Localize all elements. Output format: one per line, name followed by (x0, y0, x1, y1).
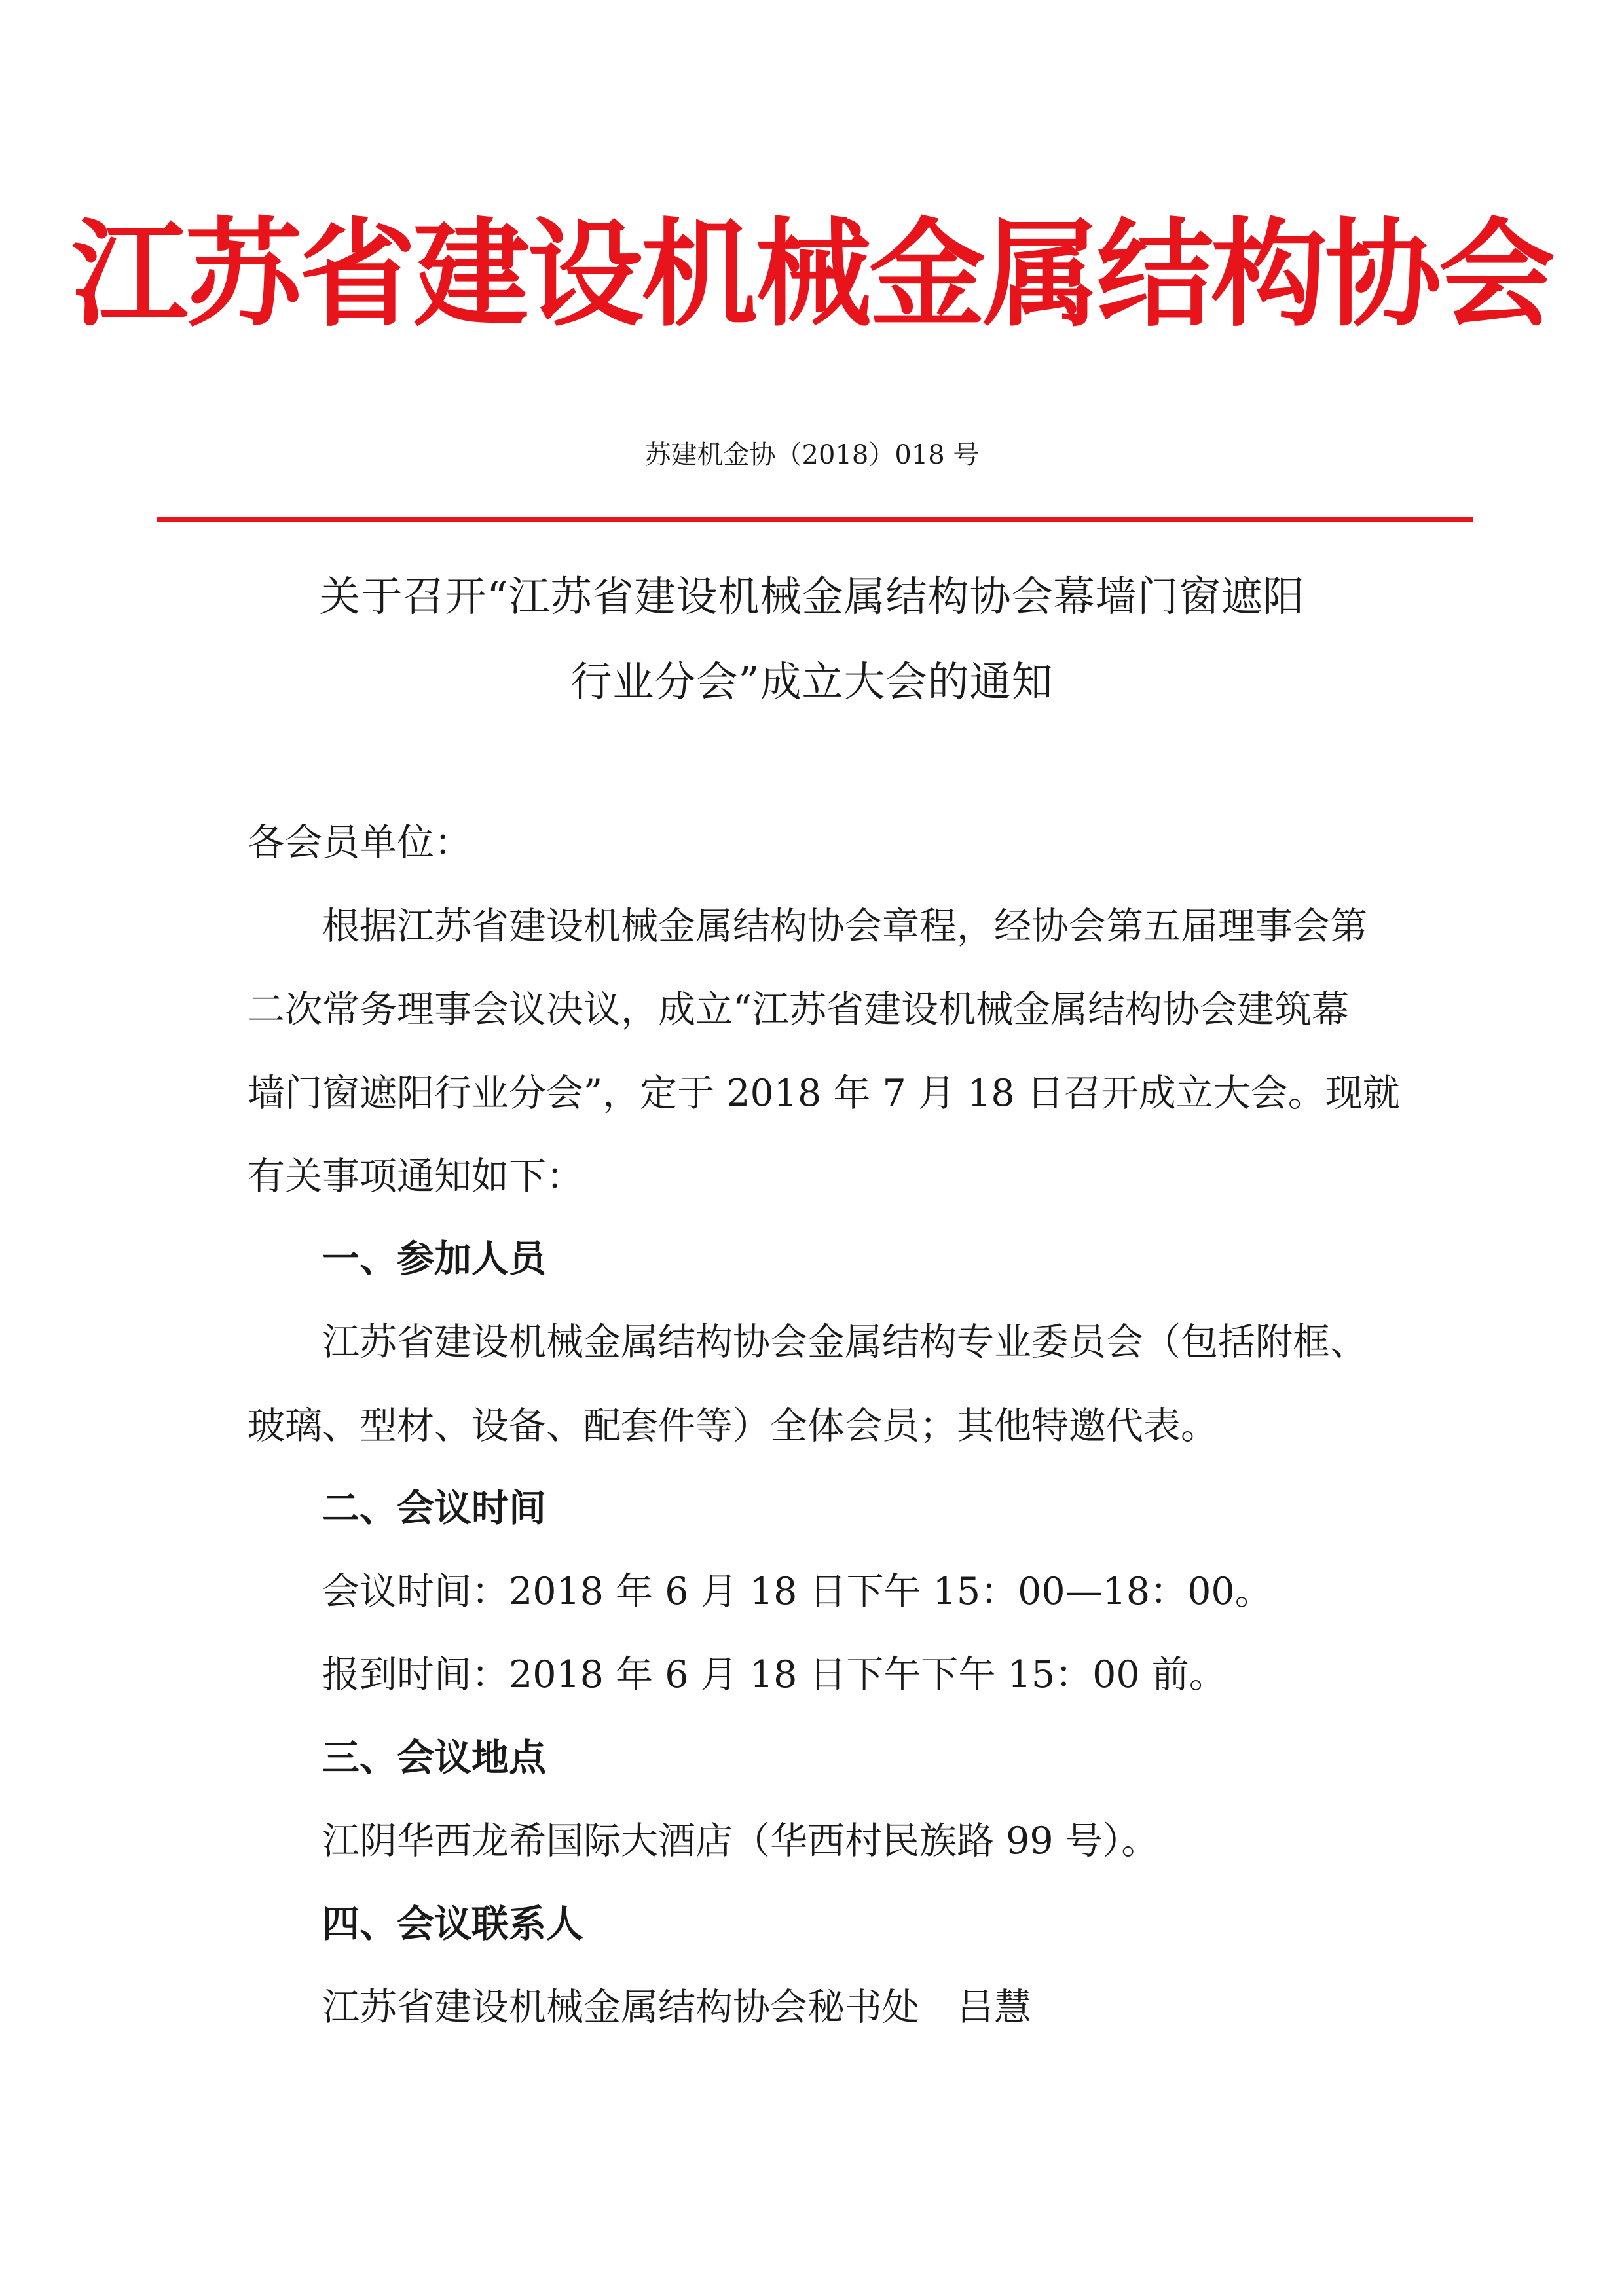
section-heading-participants: 一、参加人员 (322, 1237, 546, 1281)
notice-title-line-2: 行业分会”成立大会的通知 (570, 658, 1054, 706)
meeting-time: 会议时间：2018 年 6 月 18 日下午 15：00—18：00。 (322, 1570, 1272, 1613)
intro-line: 根据江苏省建设机械金属结构协会章程，经协会第五届理事会第 (322, 905, 1367, 948)
checkin-time: 报到时间：2018 年 6 月 18 日下午下午 15：00 前。 (322, 1653, 1227, 1696)
section-heading-location: 三、会议地点 (322, 1736, 546, 1779)
participants-text: 玻璃、型材、设备、配套件等）全体会员；其他特邀代表。 (248, 1404, 1218, 1448)
meeting-location: 江阴华西龙希国际大酒店（华西村民族路 99 号）。 (322, 1819, 1159, 1863)
intro-line: 二次常务理事会议决议，成立“江苏省建设机械金属结构协会建筑幕 (248, 988, 1350, 1031)
document-number: 苏建机金协（2018）018 号 (644, 440, 980, 470)
letterhead-divider (157, 517, 1473, 522)
section-heading-contact: 四、会议联系人 (322, 1902, 583, 1946)
intro-line: 墙门窗遮阳行业分会”，定于 2018 年 7 月 18 日召开成立大会。现就 (248, 1072, 1400, 1115)
intro-line: 有关事项通知如下： (248, 1155, 583, 1198)
contact-person: 江苏省建设机械金属结构协会秘书处 吕慧 (322, 1986, 1031, 2029)
notice-title-line-1: 关于召开“江苏省建设机械金属结构协会幕墙门窗遮阳 (319, 573, 1305, 621)
participants-text: 江苏省建设机械金属结构协会金属结构专业委员会（包括附框、 (322, 1321, 1367, 1364)
letterhead-org-name: 江苏省建设机械金属结构协会 (71, 207, 1553, 342)
section-heading-time: 二、会议时间 (322, 1486, 546, 1530)
salutation: 各会员单位： (248, 821, 471, 864)
